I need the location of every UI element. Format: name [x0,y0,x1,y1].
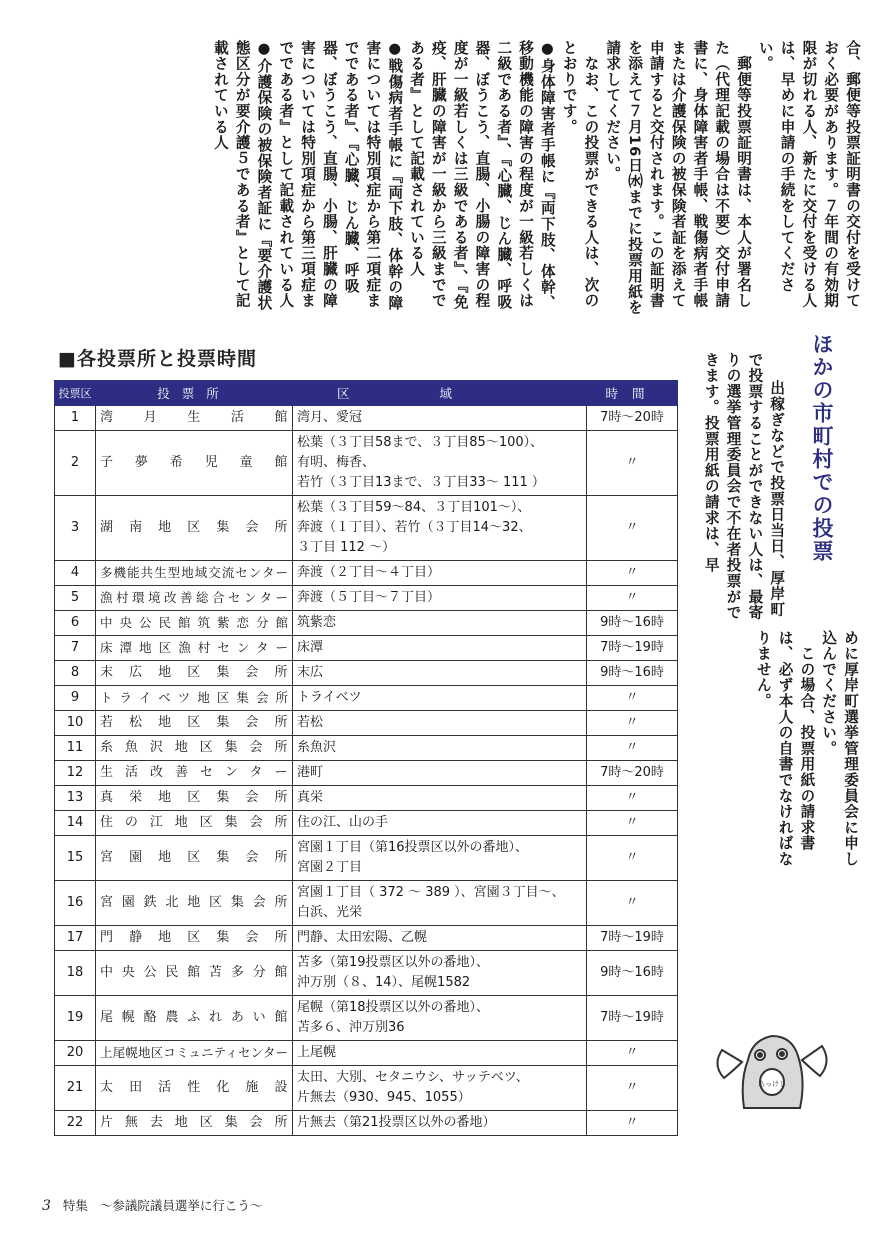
table-row [55,661,678,686]
cell-district-number: 1 [55,406,96,431]
cell-district-number: 21 [55,1066,96,1111]
cell-station-name: 糸魚沢地区集会所 [96,736,293,761]
cell-station-name: 太田活性化施設 [96,1066,293,1111]
cell-station-name: 末広地区集会所 [96,661,293,686]
table-row [55,786,678,811]
cell-time: 〃 [587,496,678,561]
cell-area: 上尾幌 [293,1041,587,1066]
cell-station-name: 真栄地区集会所 [96,786,293,811]
cell-district-number: 12 [55,761,96,786]
cell-station-name: 若松地区集会所 [96,711,293,736]
cell-time: 〃 [587,711,678,736]
page-number: 3 [42,1198,51,1214]
table-row [55,431,678,496]
cell-time: 〃 [587,561,678,586]
cell-time: 7時～19時 [587,636,678,661]
cell-district-number: 3 [55,496,96,561]
intro-body-text: 合、郵便等投票証明書の交付を受けておく必要があります。７年間の有効期限が切れる人、新たに交付を受ける人は、早めに申請の手続をしてください。 郵便等投票証明書は、本人が署名した（代理記載の場合は不要）交付申請書に、身体障害者手帳、戦傷病者手帳または介護保険の被保険者証を添えて申請すると交付されます。この証明書を添えて７月16日㈬までに投票用紙を請求してください。 なお、この投票ができる人は、次のとおりです。 ●身体障害者手帳に『両下肢、体幹、移動機能の障害の程度が一級若しくは二級である者』、『心臓、じん臓、呼吸器、ぼうこう、直腸、小腸の障害の程度が一級若しくは三級である者』、『免疫、肝臓の障害が一級から三級までである者』として記載されている人 ●戦傷病者手帳に『両下肢、体幹の障害については特別項症から第二項症までである者』、『心臓、じん臓、呼吸器、ぼうこう、直腸、小腸、肝臓の障害については特別項症から第三項症までである者』として記載されている人 ●介護保険の被保険者証に『要介護状態区分が要介護５である者』として記載されている人 [211,40,861,316]
cell-area: 苫多（第19投票区以外の番地）、 沖万別（８、14）、尾幌1582 [293,951,587,996]
cell-station-name: 門静地区集会所 [96,926,293,951]
cell-area: 床潭 [293,636,587,661]
cell-district-number: 10 [55,711,96,736]
cell-station-name: 住の江地区集会所 [96,811,293,836]
cell-district-number: 4 [55,561,96,586]
cell-area: 太田、大別、セタニウシ、サッテベツ、 片無去（930、945、1055） [293,1066,587,1111]
cell-time: 〃 [587,686,678,711]
cell-station-name: トライベツ地区集会所 [96,686,293,711]
cell-time: 9時～16時 [587,661,678,686]
other-municipality-text-1: 出稼ぎなどで投票日当日、厚岸町で投票することができない人は、最寄りの選挙管理委員会で不在者投票ができます。投票用紙の請求は、早 [702,352,786,621]
cell-station-name: 湾月生活館 [96,406,293,431]
cell-station-name: 尾幌酪農ふれあい館 [96,996,293,1041]
footer-title: ～参議院議員選挙に行こう～ [99,1198,263,1213]
table-row [55,1041,678,1066]
table-row [55,561,678,586]
cell-area: 宮園１丁目（ 372 ～ 389 ）、宮園３丁目～、 白浜、光栄 [293,881,587,926]
cell-district-number: 17 [55,926,96,951]
cell-area: 片無去（第21投票区以外の番地） [293,1111,587,1136]
cell-area: 奔渡（２丁目～４丁目） [293,561,587,586]
cell-district-number: 16 [55,881,96,926]
mascot-label: あっけし [758,1080,786,1088]
cell-station-name: 片無去地区集会所 [96,1111,293,1136]
cell-station-name: 生活改善センター [96,761,293,786]
cell-area: 門静、太田宏陽、乙幌 [293,926,587,951]
cell-station-name: 宮園鉄北地区集会所 [96,881,293,926]
table-row [55,1066,678,1111]
cell-station-name: 湖南地区集会所 [96,496,293,561]
cell-area: 港町 [293,761,587,786]
cell-station-name: 漁村環境改善総合センター [96,586,293,611]
page-footer [42,1196,262,1214]
cell-district-number: 20 [55,1041,96,1066]
table-row [55,406,678,431]
table-row [55,951,678,996]
table-row [55,996,678,1041]
table-row [55,881,678,926]
header-district: 投票区 [55,381,96,406]
cell-station-name: 多機能共生型地域交流センター [96,561,293,586]
cell-district-number: 22 [55,1111,96,1136]
cell-station-name: 床潭地区漁村センター [96,636,293,661]
cell-area: 若松 [293,711,587,736]
header-time: 時間 [587,381,678,406]
header-station: 投票所 [96,381,293,406]
table-row [55,761,678,786]
cell-station-name: 中央公民館筑紫恋分館 [96,611,293,636]
cell-time: 〃 [587,586,678,611]
table-header-row [55,381,678,406]
cell-area: トライベツ [293,686,587,711]
cell-district-number: 8 [55,661,96,686]
footer-section: 特集 [62,1198,88,1213]
mascot-icon [712,1010,832,1120]
table-row [55,1111,678,1136]
cell-time: 9時～16時 [587,951,678,996]
cell-area: 尾幌（第18投票区以外の番地）、 苫多６、沖万別36 [293,996,587,1041]
polling-stations-table [54,380,678,1136]
cell-area: 筑紫恋 [293,611,587,636]
cell-district-number: 6 [55,611,96,636]
cell-time: 〃 [587,736,678,761]
table-row [55,496,678,561]
cell-time: 7時～19時 [587,996,678,1041]
table-row [55,836,678,881]
table-row [55,611,678,636]
cell-time: 9時～16時 [587,611,678,636]
cell-district-number: 14 [55,811,96,836]
cell-time: 7時～20時 [587,761,678,786]
cell-time: 〃 [587,811,678,836]
header-area: 区域 [293,381,587,406]
cell-time: 〃 [587,786,678,811]
cell-district-number: 19 [55,996,96,1041]
cell-time: 〃 [587,1066,678,1111]
cell-area: 真栄 [293,786,587,811]
cell-district-number: 7 [55,636,96,661]
table-row [55,711,678,736]
cell-area: 末広 [293,661,587,686]
cell-time: 〃 [587,431,678,496]
table-row [55,736,678,761]
table-row [55,686,678,711]
cell-area: 糸魚沢 [293,736,587,761]
cell-time: 〃 [587,836,678,881]
cell-time: 〃 [587,1111,678,1136]
cell-district-number: 5 [55,586,96,611]
cell-area: 奔渡（５丁目～７丁目） [293,586,587,611]
cell-station-name: 上尾幌地区コミュニティセンター [96,1041,293,1066]
cell-area: 宮園１丁目（第16投票区以外の番地）、 宮園２丁目 [293,836,587,881]
table-title: ■各投票所と投票時間 [58,348,257,370]
cell-station-name: 中央公民館苫多分館 [96,951,293,996]
other-municipality-text [700,352,809,622]
cell-station-name: 宮園地区集会所 [96,836,293,881]
cell-area: 松葉（３丁目59～84、３丁目101～）、 奔渡（１丁目）、若竹（３丁目14～32、 ３丁目 112 ～） [293,496,587,561]
table-row [55,636,678,661]
cell-district-number: 11 [55,736,96,761]
cell-area: 湾月、愛冠 [293,406,587,431]
other-municipality-text-2: めに厚岸町選挙管理委員会に申し込んでください。 この場合、投票用紙の請求書は、必ず本人の自書でなければなりません。 [754,630,859,867]
other-municipality-heading: ほかの市町村での投票 [810,333,834,563]
cell-station-name: 子夢希児童館 [96,431,293,496]
table-row [55,811,678,836]
cell-area: 松葉（３丁目58まで、３丁目85～100）、 有明、梅香、 若竹（３丁目13まで、３丁目33～ 111 ） [293,431,587,496]
cell-time: 7時～20時 [587,406,678,431]
cell-district-number: 2 [55,431,96,496]
table-row [55,926,678,951]
cell-district-number: 18 [55,951,96,996]
cell-district-number: 9 [55,686,96,711]
cell-time: 〃 [587,881,678,926]
cell-district-number: 13 [55,786,96,811]
cell-time: 〃 [587,1041,678,1066]
cell-area: 住の江、山の手 [293,811,587,836]
cell-district-number: 15 [55,836,96,881]
cell-time: 7時～19時 [587,926,678,951]
table-row [55,586,678,611]
